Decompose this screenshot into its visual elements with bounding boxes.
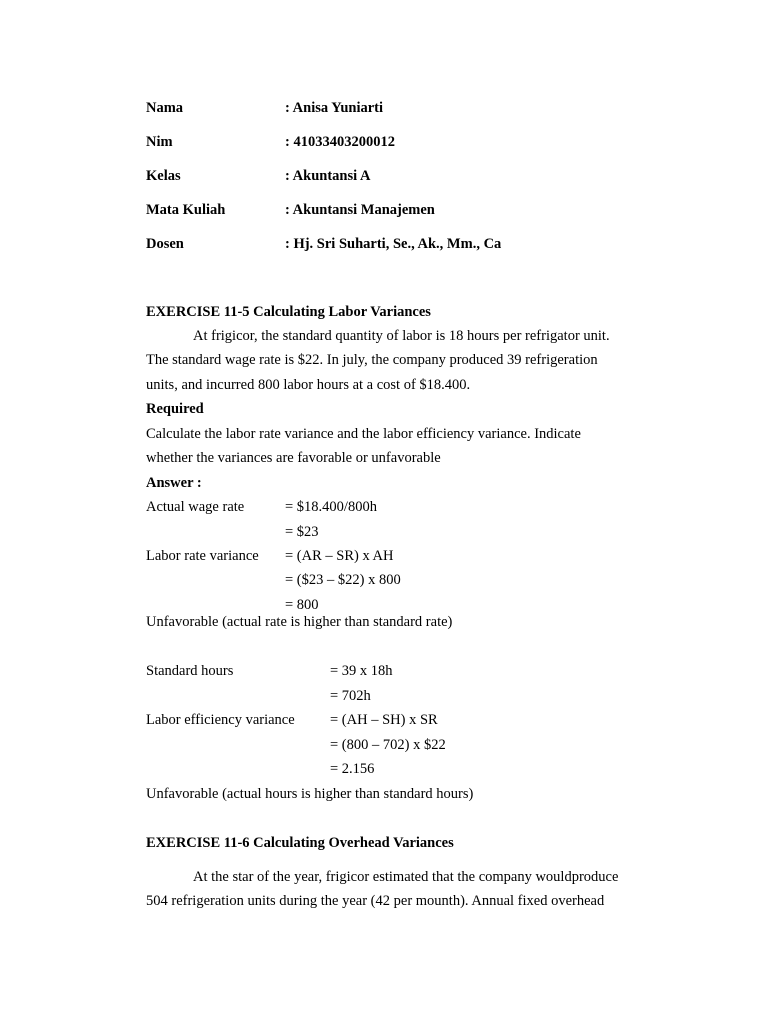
required-line: whether the variances are favorable or unfavorable (146, 450, 441, 466)
calc-value: = $23 (285, 524, 319, 540)
info-value-mata-kuliah: : Akuntansi Manajemen (285, 202, 435, 218)
calc-label: Actual wage rate (146, 499, 245, 515)
exercise-heading: EXERCISE 11-5 Calculating Labor Variances (146, 304, 431, 320)
calc-value: = ($23 – $22) x 800 (285, 572, 401, 588)
info-label-mata-kuliah: Mata Kuliah (146, 202, 226, 218)
paragraph-line: 504 refrigeration units during the year (42 per mounth). Annual fixed overhead (146, 893, 605, 909)
result-note: Unfavorable (actual rate is higher than standard rate) (146, 614, 453, 630)
calc-value: = 800 (285, 597, 319, 613)
info-label-nim: Nim (146, 134, 173, 150)
info-value-kelas: : Akuntansi A (285, 168, 371, 184)
required-line: Calculate the labor rate variance and the labor efficiency variance. Indicate (146, 426, 581, 442)
calc-value: = $18.400/800h (285, 499, 377, 515)
calc-label: Standard hours (146, 663, 234, 679)
paragraph-line: The standard wage rate is $22. In july, the company produced 39 refrigeration (146, 352, 598, 368)
paragraph-line: At frigicor, the standard quantity of labor is 18 hours per refrigator unit. (193, 328, 610, 344)
info-label-dosen: Dosen (146, 236, 184, 252)
calc-value: = 39 x 18h (330, 663, 393, 679)
info-label-kelas: Kelas (146, 168, 181, 184)
paragraph-line: At the star of the year, frigicor estimated that the company wouldproduce (193, 869, 619, 885)
calc-label: Labor rate variance (146, 548, 259, 564)
info-label-nama: Nama (146, 100, 184, 116)
exercise-heading: EXERCISE 11-6 Calculating Overhead Variances (146, 835, 454, 851)
required-label: Required (146, 401, 204, 417)
calc-value: = (800 – 702) x $22 (330, 737, 446, 753)
paragraph-line: units, and incurred 800 labor hours at a cost of $18.400. (146, 377, 471, 393)
answer-label: Answer : (146, 475, 202, 491)
info-value-nama: : Anisa Yuniarti (285, 100, 384, 116)
calc-value: = (AH – SH) x SR (330, 712, 438, 728)
calc-value: = (AR – SR) x AH (285, 548, 394, 564)
calc-label: Labor efficiency variance (146, 712, 295, 728)
info-value-nim: : 41033403200012 (285, 134, 395, 150)
calc-value: = 702h (330, 688, 371, 704)
info-value-dosen: : Hj. Sri Suharti, Se., Ak., Mm., Ca (285, 236, 502, 252)
result-note: Unfavorable (actual hours is higher than standard hours) (146, 786, 474, 802)
calc-value: = 2.156 (330, 761, 375, 777)
